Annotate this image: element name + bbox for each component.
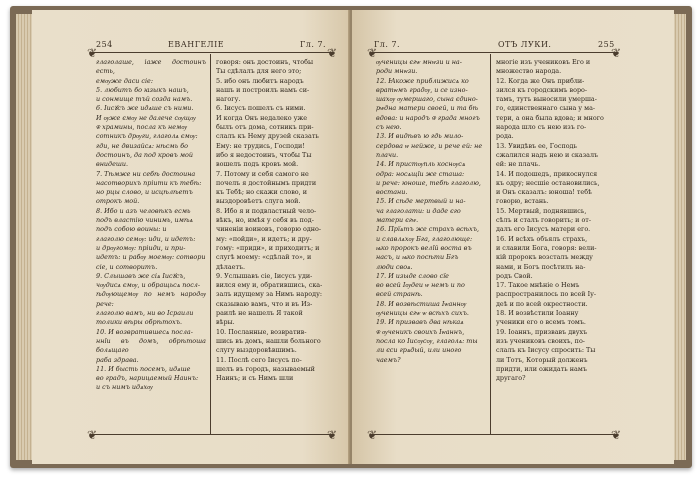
right-column-divider (490, 54, 491, 434)
corner-ornament-icon: ❦ (366, 428, 378, 442)
left-page-chapter: Гл. 7. (300, 40, 327, 49)
right-bottom-rule (372, 434, 616, 435)
right-slavonic-column (376, 58, 486, 432)
left-page-number: 254 (96, 40, 113, 49)
right-russian-column (496, 58, 612, 432)
right-page-title: ОТЪ ЛУКИ. (498, 40, 552, 49)
right-page-chapter: Гл. 7. (374, 40, 401, 49)
corner-ornament-icon: ❦ (610, 428, 622, 442)
right-slavonic-text: ѹченицы єгѡ мнѡзи и на- роди мнѡзи. 12. Ꙗкоже приближисѧ ко вратѡмъ градѹ, и се изно- шахѹ ѹмершаго, сына єдино- рѡдна матери своей, и та бѣ вдова: и народъ ѿ града многъ съ нею. 13. И видѣвъ ю гдь мило- сердова ѡ нейже, и рече ей: не плачи. 14. И пристѹпль коснѹсѧ одра: носѧщїи же сташа: и рече: юноше, тебѣ глаголю, востани. 15. И сѣде мертвый и на- ча глаголати: и даде єго матери єгѡ. 16. Прїѧтъ же страхъ всѣхъ, и славлѧхѹ Бга, глаголюще: ѩко пророкъ велїй воста въ насъ, и ѩко посѣти Бгъ люди своѧ. 17. И изыде слово сїе во всей Іѹдеи ѡ немъ и по всей странѣ. 18. И возвѣстиша Іѡаннѹ ѹченицы єгѡ ѡ всѣхъ сихъ. 19. И призвавъ два нѣкаѧ ѿ ѹченикъ своихъ Іѡаннъ, посла ко Іисѹсѹ, глаголѧ: ты ли єси грѧдый, или иного чаемъ? (376, 58, 483, 364)
right-page (352, 10, 674, 464)
left-column-divider (210, 54, 211, 434)
left-page (32, 10, 350, 464)
left-russian-text: говоря: онъ достоинъ, чтобы Ты сдѣлалъ для него это; 5. ибо онъ любитъ народъ нашъ и построилъ намъ си- нагогу. 6. Іисусъ пошелъ съ ними. И когда Онъ недалеко уже былъ отъ дома, сотникъ при- слалъ къ Нему друзей сказать Ему: не трудись, Господи! ибо я недостоинъ, чтобы Ты вошелъ подъ кровъ мой. 7. Потому и себя самого не почелъ я достойнымъ придти къ Тебѣ; но скажи слово, и выздоровѣетъ слуга мой. 8. Ибо я и подвластный чело- вѣкъ, но, имѣя у себя въ под- чиненіи воиновъ, говорю одно- му: «пойди», и идетъ; и дру- гому: «приди», и приходитъ; и слугѣ моему: «сдѣлай то», и дѣлаетъ. 9. Услышавъ сіе, Іисусъ уди- вился ему и, обратившись, ска- залъ идущему за Нимъ народу: сказываю вамъ, что и въ Из- раилѣ не нашелъ Я такой вѣры. 10. Посланные, возвратив- шись въ домъ, нашли больного слугу выздоровѣвшимъ. 11. Послѣ сего Іисусъ по- шелъ въ городъ, называемый Наинъ; и съ Нимъ шли (216, 58, 323, 383)
corner-ornament-icon: ❦ (86, 46, 98, 60)
right-page-number: 255 (598, 40, 615, 49)
right-russian-text: многіе изъ учениковъ Его и множество народа. 12. Когда же Онъ прибли- зился къ городскимъ воро- тамъ, тутъ выносили умерша- го, единственнаго сына у ма- тери, а она была вдова; и много народа шло съ нею изъ го- рода. 13. Увидѣвъ ее, Господь сжалился надъ нею и сказалъ ей: не плачь. 14. И подошедъ, прикоснулся къ одру; несшіе остановились, и Онъ сказалъ: юноша! тебѣ говорю, встань. 15. Мертвый, поднявшись, сѣлъ и сталъ говорить; и от- далъ его Іисусъ матери его. 16. И всѣхъ объялъ страхъ, и славили Бога, говоря: вели- кій пророкъ возсталъ между нами, и Богъ посѣтилъ на- родъ Свой. 17. Такое мнѣніе о Немъ распространилось по всей Іу- деѣ и по всей окрестности. 18. И возвѣстили Іоанну ученики его о всемъ томъ. 19. Іоаннъ, призвавъ двухъ изъ учениковъ своихъ, по- слалъ къ Іисусу спросить: Ты ли Тотъ, Который долженъ придти, или ожидать намъ другаго? (496, 58, 604, 383)
left-russian-column (216, 58, 328, 432)
open-book (10, 6, 692, 468)
corner-ornament-icon: ❦ (610, 46, 622, 60)
corner-ornament-icon: ❦ (326, 428, 338, 442)
left-slavonic-column (96, 58, 206, 432)
left-bottom-rule (92, 434, 332, 435)
corner-ornament-icon: ❦ (86, 428, 98, 442)
right-top-rule (372, 52, 616, 53)
left-top-rule (92, 52, 332, 53)
right-page-edges (672, 14, 686, 460)
corner-ornament-icon: ❦ (366, 46, 378, 60)
left-page-title: ЕВАНГЕЛІЕ (168, 40, 225, 49)
corner-ornament-icon: ❦ (326, 46, 338, 60)
left-slavonic-text: глаголаше, іаже достоинъ есть, емѹже даси сіе: 5. любитъ бо ꙗзыкъ нашъ, и сонмище тъй созда намъ. 6. Іисꙋсъ же идѧше съ ними. И ѹже ємѹ не далече сѹщѹ ѿ храмины, посла къ немѹ сотникъ дрѹги, глаголѧ ємѹ: гди, не двизайсѧ: нѣсмь бо достоинъ, да под кровъ мой внидеши. 7. Тѣмже ни себѣ достоина насотворихъ пріити къ тебѣ: но рцы слово, и исцѣлѣетъ отрокъ мой. 8. Ибо и азъ человѣкъ есмь подъ властію чинимь, имѣѧ подъ собою воины: и глаголю семѹ: иди, и идетъ: и дрѹгомѹ: пріиди, и при- идетъ: и рабѹ моемѹ: сотвори сіе, и сотворитъ. 9. Слышавъ же сіѧ Іисꙋсъ, чѹдисѧ ємѹ, и обращьсѧ посл- ѣдѹющемѹ по немъ народѹ рече: глаголю вамъ, ни во Ісраили толики вѣры обрѣтохъ. 10. И возвратившесѧ посла- ннїи въ домъ, обрѣтоша болѧщаго раба здрава. 11. И бысть посемъ, идѧше во градъ, нарицаемый Наинъ: и съ нимъ идѧхѹ (96, 58, 206, 392)
